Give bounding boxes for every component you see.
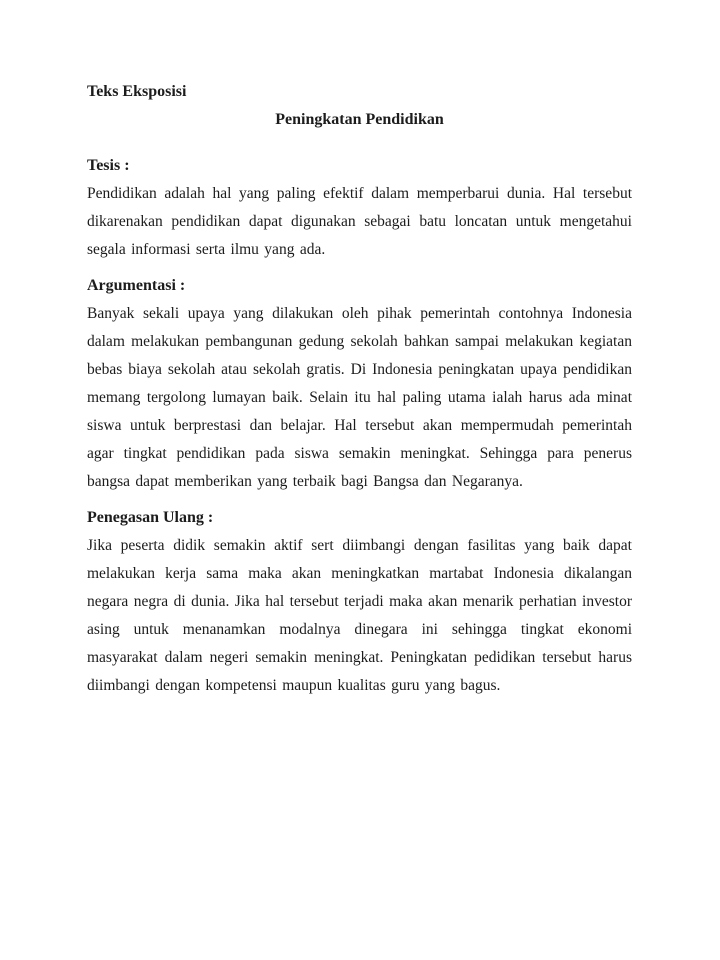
document-type-label: Teks Eksposisi <box>87 83 187 100</box>
tesis-body: Pendidikan adalah hal yang paling efektif dalam memperbarui dunia. Hal tersebut dikarenakan pendidikan dapat digunakan sebagai batu loncatan untuk mengetahui segala informasi serta ilmu yang ada. <box>87 185 632 258</box>
section-argumentasi <box>87 272 632 496</box>
penegasan-ulang-heading: Penegasan Ulang : <box>87 509 214 526</box>
document-title: Peningkatan Pendidikan <box>275 111 444 128</box>
argumentasi-body: Banyak sekali upaya yang dilakukan oleh pihak pemerintah contohnya Indonesia dalam melakukan pembangunan gedung sekolah bahkan sampai melakukan kegiatan bebas biaya sekolah atau sekolah gratis. Di Indonesia peningkatan upaya pendidikan memang tergolong lumayan baik. Selain itu hal paling utama ialah harus ada minat siswa untuk berprestasi dan belajar. Hal tersebut akan mempermudah pemerintah agar tingkat pendidikan pada siswa semakin meningkat. Sehingga para penerus bangsa dapat memberikan yang terbaik bagi Bangsa dan Negaranya. <box>87 305 632 490</box>
penegasan-ulang-body: Jika peserta didik semakin aktif sert diimbangi dengan fasilitas yang baik dapat melakukan kerja sama maka akan meningkatkan martabat Indonesia dikalangan negara negra di dunia. Jika hal tersebut terjadi maka akan menarik perhatian investor asing untuk menanamkan modalnya dinegara ini sehingga tingkat ekonomi masyarakat dalam negeri semakin meningkat. Peningkatan pedidikan tersebut harus diimbangi dengan kompetensi maupun kualitas guru yang bagus. <box>87 537 632 694</box>
argumentasi-heading: Argumentasi : <box>87 277 186 294</box>
tesis-heading: Tesis : <box>87 157 130 174</box>
section-tesis <box>87 152 632 264</box>
section-penegasan-ulang <box>87 504 632 700</box>
